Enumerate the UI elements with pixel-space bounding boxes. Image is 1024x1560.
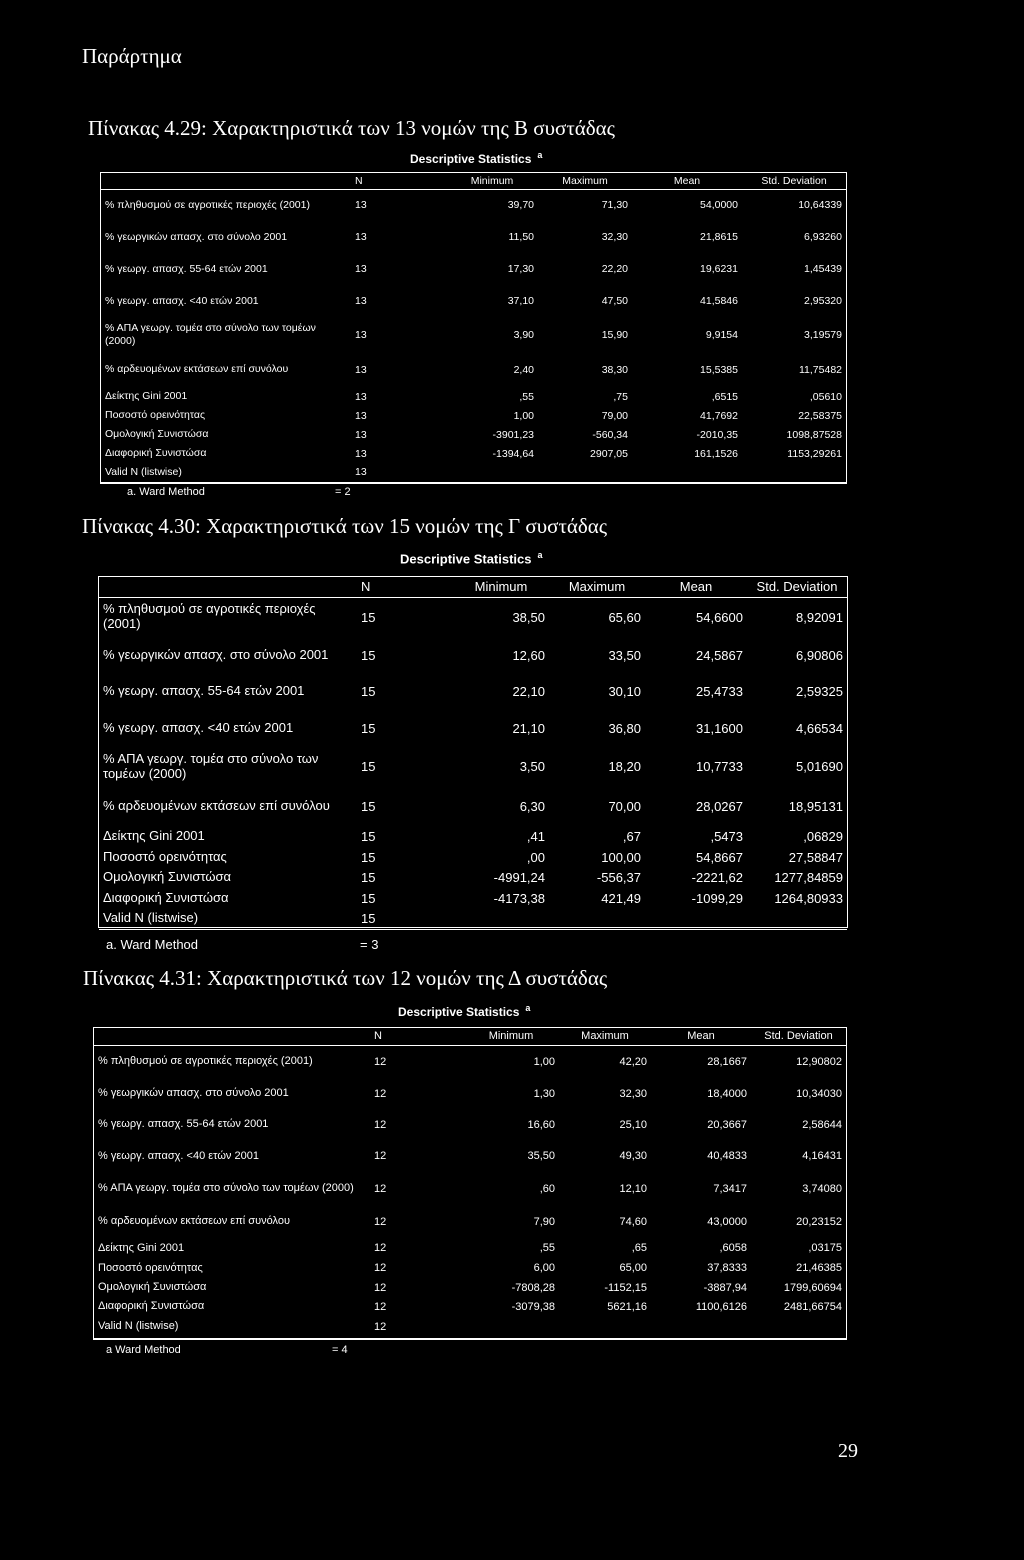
cell-value: 22,58375 <box>798 409 842 422</box>
table-row <box>94 1205 846 1238</box>
cell-value: 38,50 <box>512 609 545 625</box>
table-row <box>99 786 847 826</box>
cell-value: 1264,80933 <box>774 891 843 906</box>
table-header-row <box>99 577 847 597</box>
cell-value: 28,1667 <box>707 1055 747 1068</box>
cell-n: 15 <box>361 759 376 774</box>
cell-value: 100,00 <box>601 849 641 865</box>
cell-value: 4,16431 <box>802 1150 842 1162</box>
cell-n: 15 <box>361 609 376 625</box>
cell-n: 15 <box>361 849 376 865</box>
cell-n: 12 <box>374 1150 387 1162</box>
cell-value: 20,23152 <box>796 1215 842 1228</box>
column-header: N <box>351 173 446 189</box>
cell-value: 2907,05 <box>590 447 628 460</box>
table-footnote: a Ward Method = 4 <box>106 1344 348 1356</box>
cell-value: 2,95320 <box>804 295 842 307</box>
row-label: % πληθυσμού σε αγροτικές περιοχές (2001) <box>105 199 310 212</box>
cell-n: 13 <box>355 231 367 243</box>
table-row <box>99 747 847 786</box>
table-caption-4-31: Πίνακας 4.31: Χαρακτηριστικά των 12 νομών της Δ συστάδας <box>83 966 608 990</box>
row-label: % αρδευομένων εκτάσεων επί συνόλου <box>103 797 330 813</box>
column-header: Std. Deviation <box>751 1028 846 1045</box>
column-header: Std. Deviation <box>742 173 846 189</box>
cell-value: -4991,24 <box>493 870 545 885</box>
cell-n: 15 <box>361 647 376 663</box>
cell-value: 22,20 <box>601 263 628 275</box>
table-row <box>101 406 846 425</box>
cell-value: 1100,6126 <box>695 1300 747 1313</box>
cell-value: -2010,35 <box>696 428 738 441</box>
table-caption-4-29: Πίνακας 4.29: Χαρακτηριστικά των 13 νομών της Β συστάδας <box>88 116 615 140</box>
cell-value: 3,50 <box>519 759 545 774</box>
cell-value: 24,5867 <box>696 647 743 663</box>
stats-table <box>99 577 847 930</box>
table-footnote: a. Ward Method = 3 <box>106 937 379 952</box>
cell-value: 3,74080 <box>802 1182 842 1195</box>
cell-value: 10,34030 <box>796 1087 842 1100</box>
cell-n: 12 <box>374 1262 387 1274</box>
cell-value: 5621,16 <box>607 1300 647 1313</box>
cell-value <box>651 1316 751 1338</box>
row-label: % γεωργικών απασχ. στο σύνολο 2001 <box>98 1087 289 1100</box>
cell-value: 49,30 <box>619 1150 647 1162</box>
cell-value: 25,10 <box>619 1118 647 1131</box>
cell-value: 39,70 <box>507 199 534 212</box>
cell-value: 11,50 <box>508 231 534 243</box>
cell-value: ,00 <box>526 849 545 865</box>
cell-value: 18,4000 <box>707 1087 747 1100</box>
cell-n: 13 <box>355 409 367 422</box>
row-label: % γεωργ. απασχ. <40 ετών 2001 <box>103 720 294 736</box>
cell-value: 1277,84859 <box>774 870 843 885</box>
cell-value: ,55 <box>519 390 534 403</box>
table-row <box>94 1109 846 1140</box>
cell-value: 36,80 <box>608 721 641 736</box>
cell-value <box>751 1316 846 1338</box>
table-row <box>99 710 847 747</box>
column-header: Mean <box>645 577 747 597</box>
cell-value: -3901,23 <box>492 428 534 441</box>
cell-value: 2,58644 <box>802 1118 842 1131</box>
cell-n: 13 <box>355 295 367 307</box>
cell-value: -3079,38 <box>511 1300 555 1313</box>
cell-value: 41,7692 <box>700 409 738 422</box>
row-label: Ομολογική Συνιστώσα <box>105 428 209 441</box>
column-header: Minimum <box>463 1028 559 1045</box>
cell-value: 54,0000 <box>700 199 738 212</box>
descriptive-statistics-title: Descriptive Statistics $^a$ <box>410 150 543 166</box>
cell-value: 18,95131 <box>788 798 843 814</box>
cell-value <box>559 1316 651 1338</box>
cell-value: 21,10 <box>512 721 545 736</box>
table-row <box>94 1045 846 1078</box>
cell-value: 37,10 <box>507 295 534 307</box>
cell-value: 1,00 <box>513 409 534 422</box>
row-label: % γεωργικών απασχ. στο σύνολο 2001 <box>103 646 329 662</box>
cell-n: 13 <box>355 328 367 341</box>
page-number: 29 <box>838 1440 858 1462</box>
row-label: % πληθυσμού σε αγροτικές περιοχές (2001) <box>98 1055 313 1068</box>
cell-value: 65,00 <box>619 1262 647 1274</box>
cell-value: 33,50 <box>608 647 641 663</box>
column-header: N <box>370 1028 463 1045</box>
cell-value: ,60 <box>539 1182 555 1195</box>
cell-value: ,06829 <box>803 829 843 844</box>
row-label: % ΑΠΑ γεωργ. τομέα στο σύνολο των τομέων (2000) <box>103 750 319 781</box>
column-header: Std. Deviation <box>747 577 847 597</box>
cell-value: 37,8333 <box>707 1262 747 1274</box>
table-row <box>99 826 847 847</box>
cell-value: 1,30 <box>533 1087 555 1100</box>
cell-value: 28,0267 <box>696 798 743 814</box>
row-label: % αρδευομένων εκτάσεων επί συνόλου <box>105 363 289 376</box>
cell-value: 12,10 <box>619 1182 647 1195</box>
cell-n: 15 <box>361 891 376 906</box>
table-row <box>99 909 847 929</box>
table-row <box>101 352 846 387</box>
cell-value: 8,92091 <box>796 609 843 625</box>
cell-value: 7,3417 <box>713 1182 747 1195</box>
cell-value: 70,00 <box>608 798 641 814</box>
cell-n: 15 <box>361 721 376 736</box>
table-row <box>94 1258 846 1278</box>
cell-value: ,6058 <box>719 1242 747 1254</box>
row-label: % πληθυσμού σε αγροτικές περιοχές (2001) <box>103 601 316 632</box>
cell-value: -1152,15 <box>604 1281 647 1294</box>
cell-value: 79,00 <box>601 409 628 422</box>
row-label: % γεωργ. απασχ. 55-64 ετών 2001 <box>103 683 305 699</box>
column-header: Maximum <box>559 1028 651 1045</box>
cell-value: 19,6231 <box>700 263 738 275</box>
cell-value: 6,90806 <box>796 647 843 663</box>
row-label: Valid N (listwise) <box>94 1316 370 1338</box>
cell-value: 15,5385 <box>700 363 738 376</box>
table-row <box>101 444 846 463</box>
cell-n: 13 <box>355 263 367 275</box>
table-footnote: a. Ward Method = 2 <box>127 486 351 498</box>
cell-n: 12 <box>374 1281 387 1294</box>
descriptive-statistics-title: Descriptive Statistics $^a$ <box>398 1003 531 1019</box>
cell-value: 30,10 <box>608 684 641 699</box>
row-label: % αρδευομένων εκτάσεων επί συνόλου <box>98 1215 290 1228</box>
cell-n: 12 <box>374 1118 387 1131</box>
appendix-title: Παράρτημα <box>82 44 182 68</box>
column-header: Mean <box>651 1028 751 1045</box>
row-label: Ποσοστό ορεινότητας <box>105 409 206 422</box>
row-label: Διαφορική Συνιστώσα <box>103 890 229 906</box>
cell-value: 3,90 <box>513 328 534 341</box>
cell-value: -560,34 <box>592 428 628 441</box>
cell-value: 2,40 <box>513 363 534 376</box>
cell-value: 1,45439 <box>804 263 842 275</box>
row-label: % ΑΠΑ γεωργ. τομέα στο σύνολο των τομέων (2000) <box>98 1182 354 1195</box>
table-row <box>101 189 846 221</box>
cell-value: 22,10 <box>512 684 545 699</box>
table-row <box>94 1238 846 1258</box>
table-row <box>101 463 846 482</box>
table-row <box>99 597 847 637</box>
cell-value: 161,1526 <box>694 447 738 460</box>
cell-value <box>463 1316 559 1338</box>
cell-n: 13 <box>351 463 446 482</box>
table-row <box>94 1140 846 1172</box>
cell-value: 71,30 <box>601 199 628 212</box>
cell-value: 43,0000 <box>707 1215 747 1228</box>
cell-n: 13 <box>355 363 367 376</box>
cell-value: ,5473 <box>710 829 743 844</box>
row-label: Δείκτης Gini 2001 <box>103 828 205 844</box>
cell-value: 32,30 <box>619 1087 647 1100</box>
table-row <box>99 673 847 710</box>
stats-table <box>101 173 846 483</box>
row-label: % γεωργικών απασχ. στο σύνολο 2001 <box>105 230 288 243</box>
cell-value: 15,90 <box>601 328 628 341</box>
cell-n: 12 <box>374 1300 387 1313</box>
cell-value: 6,30 <box>519 798 545 814</box>
row-label: % γεωργ. απασχ. <40 ετών 2001 <box>98 1149 259 1162</box>
cell-n: 15 <box>361 798 376 814</box>
cell-n: 13 <box>355 390 367 403</box>
cell-value: ,6515 <box>711 390 738 403</box>
table-header-row <box>101 173 846 189</box>
cell-n: 13 <box>355 199 367 212</box>
table-row <box>101 253 846 285</box>
cell-n: 15 <box>361 829 376 844</box>
cell-value: 31,1600 <box>696 721 743 736</box>
table-row <box>99 867 847 888</box>
cell-value: 54,6600 <box>696 609 743 625</box>
cell-value: -556,37 <box>596 870 641 885</box>
cell-value: 41,5846 <box>700 295 738 307</box>
cell-value: -4173,38 <box>493 891 545 906</box>
cell-value: 47,50 <box>601 295 628 307</box>
row-label: Ποσοστό ορεινότητας <box>103 848 227 864</box>
table-header-row <box>94 1028 846 1045</box>
row-label: Διαφορική Συνιστώσα <box>105 447 207 460</box>
cell-value: 6,00 <box>533 1262 555 1274</box>
column-header: Maximum <box>538 173 632 189</box>
cell-n: 15 <box>361 870 376 885</box>
cell-value: 18,20 <box>608 759 641 774</box>
header-blank-cell <box>101 173 351 189</box>
table-row <box>94 1172 846 1205</box>
table-row <box>94 1078 846 1109</box>
cell-value: ,05610 <box>809 390 842 403</box>
table-row <box>101 387 846 406</box>
table-row <box>94 1297 846 1316</box>
table-row <box>94 1316 846 1338</box>
cell-value <box>742 463 846 482</box>
cell-value: 421,49 <box>601 891 641 906</box>
cell-n: 15 <box>361 684 376 699</box>
cell-value: -1099,29 <box>691 891 743 906</box>
cell-value: 54,8667 <box>696 849 743 865</box>
cell-value: 32,30 <box>601 231 628 243</box>
cell-value: 42,20 <box>619 1055 647 1068</box>
cell-value: 38,30 <box>601 363 628 376</box>
cell-n: 12 <box>370 1316 463 1338</box>
table-row <box>94 1278 846 1297</box>
cell-value: 4,66534 <box>796 721 843 736</box>
row-label: % γεωργ. απασχ. 55-64 ετών 2001 <box>105 262 268 275</box>
cell-value <box>632 463 742 482</box>
table-row <box>101 425 846 444</box>
cell-n: 12 <box>374 1087 387 1100</box>
cell-value: -2221,62 <box>691 870 743 885</box>
table-row <box>101 221 846 253</box>
stats-table <box>94 1028 846 1339</box>
cell-n: 12 <box>374 1242 387 1254</box>
column-header: Minimum <box>453 577 549 597</box>
header-blank-cell <box>99 577 357 597</box>
cell-value: 11,75482 <box>798 363 842 376</box>
row-label: % γεωργ. απασχ. <40 ετών 2001 <box>105 294 259 307</box>
cell-value: 20,3667 <box>707 1118 747 1131</box>
header-blank-cell <box>94 1028 370 1045</box>
cell-value: 12,90802 <box>796 1055 842 1068</box>
row-label: Ομολογική Συνιστώσα <box>103 869 232 885</box>
cell-value <box>446 463 538 482</box>
column-header: Maximum <box>549 577 645 597</box>
cell-value: -1394,64 <box>492 447 534 460</box>
cell-value: 7,90 <box>533 1215 555 1228</box>
cell-value: 1153,29261 <box>787 447 842 460</box>
cell-value: ,55 <box>539 1242 555 1254</box>
cell-n: 13 <box>355 447 367 460</box>
cell-value: 10,7733 <box>696 759 743 774</box>
cell-n: 12 <box>374 1182 387 1195</box>
cell-value: 2,59325 <box>796 684 843 699</box>
row-label: Valid N (listwise) <box>99 909 357 929</box>
row-label: Δείκτης Gini 2001 <box>105 390 188 403</box>
cell-value: ,67 <box>622 829 641 844</box>
cell-value <box>538 463 632 482</box>
column-header: Minimum <box>446 173 538 189</box>
table-row <box>101 285 846 317</box>
cell-value: 21,8615 <box>700 231 738 243</box>
cell-value: 27,58847 <box>788 849 843 865</box>
table-row <box>99 847 847 867</box>
table-row <box>99 888 847 909</box>
cell-value: 40,4833 <box>707 1150 747 1162</box>
cell-value: 16,60 <box>527 1118 555 1131</box>
cell-value: ,03175 <box>808 1242 842 1254</box>
cell-value: -7808,28 <box>511 1281 555 1294</box>
cell-value <box>747 909 847 929</box>
cell-value: 10,64339 <box>798 199 842 212</box>
cell-value: 1,00 <box>533 1055 555 1068</box>
cell-n: 12 <box>374 1055 387 1068</box>
cell-value: 5,01690 <box>796 759 843 774</box>
column-header: N <box>357 577 453 597</box>
cell-value: ,75 <box>613 390 628 403</box>
row-label: Ομολογική Συνιστώσα <box>98 1281 207 1294</box>
row-label: Διαφορική Συνιστώσα <box>98 1300 205 1313</box>
cell-value: 9,9154 <box>705 328 738 341</box>
row-label: Δείκτης Gini 2001 <box>98 1241 185 1254</box>
row-label: % γεωργ. απασχ. 55-64 ετών 2001 <box>98 1118 269 1131</box>
cell-value: 3,19579 <box>804 328 842 341</box>
cell-value: 25,4733 <box>696 684 743 699</box>
table-row <box>99 637 847 673</box>
table-row <box>101 317 846 352</box>
cell-value: 2481,66754 <box>783 1300 842 1313</box>
column-header: Mean <box>632 173 742 189</box>
cell-value: 74,60 <box>619 1215 647 1228</box>
row-label: Valid N (listwise) <box>101 463 351 482</box>
cell-value: ,65 <box>631 1242 647 1254</box>
cell-value: 21,46385 <box>796 1262 842 1274</box>
cell-value: 6,93260 <box>804 231 842 243</box>
descriptive-statistics-title: Descriptive Statistics $^a$ <box>400 550 543 567</box>
cell-value: 1098,87528 <box>786 428 842 441</box>
cell-n: 15 <box>357 909 453 929</box>
cell-n: 12 <box>374 1215 387 1228</box>
row-label: % ΑΠΑ γεωργ. τομέα στο σύνολο των τομέων (2000) <box>105 322 316 347</box>
cell-value: -3887,94 <box>703 1281 747 1294</box>
table-caption-4-30: Πίνακας 4.30: Χαρακτηριστικά των 15 νομών της Γ συστάδας <box>82 514 608 538</box>
row-label: Ποσοστό ορεινότητας <box>98 1261 203 1274</box>
cell-value <box>549 909 645 929</box>
cell-value: 65,60 <box>608 609 641 625</box>
cell-value: ,41 <box>526 829 545 844</box>
cell-n: 13 <box>355 428 367 441</box>
cell-value <box>453 909 549 929</box>
cell-value: 1799,60694 <box>783 1281 842 1294</box>
cell-value: 17,30 <box>507 263 534 275</box>
cell-value: 35,50 <box>527 1150 555 1162</box>
cell-value: 12,60 <box>512 647 545 663</box>
cell-value <box>645 909 747 929</box>
